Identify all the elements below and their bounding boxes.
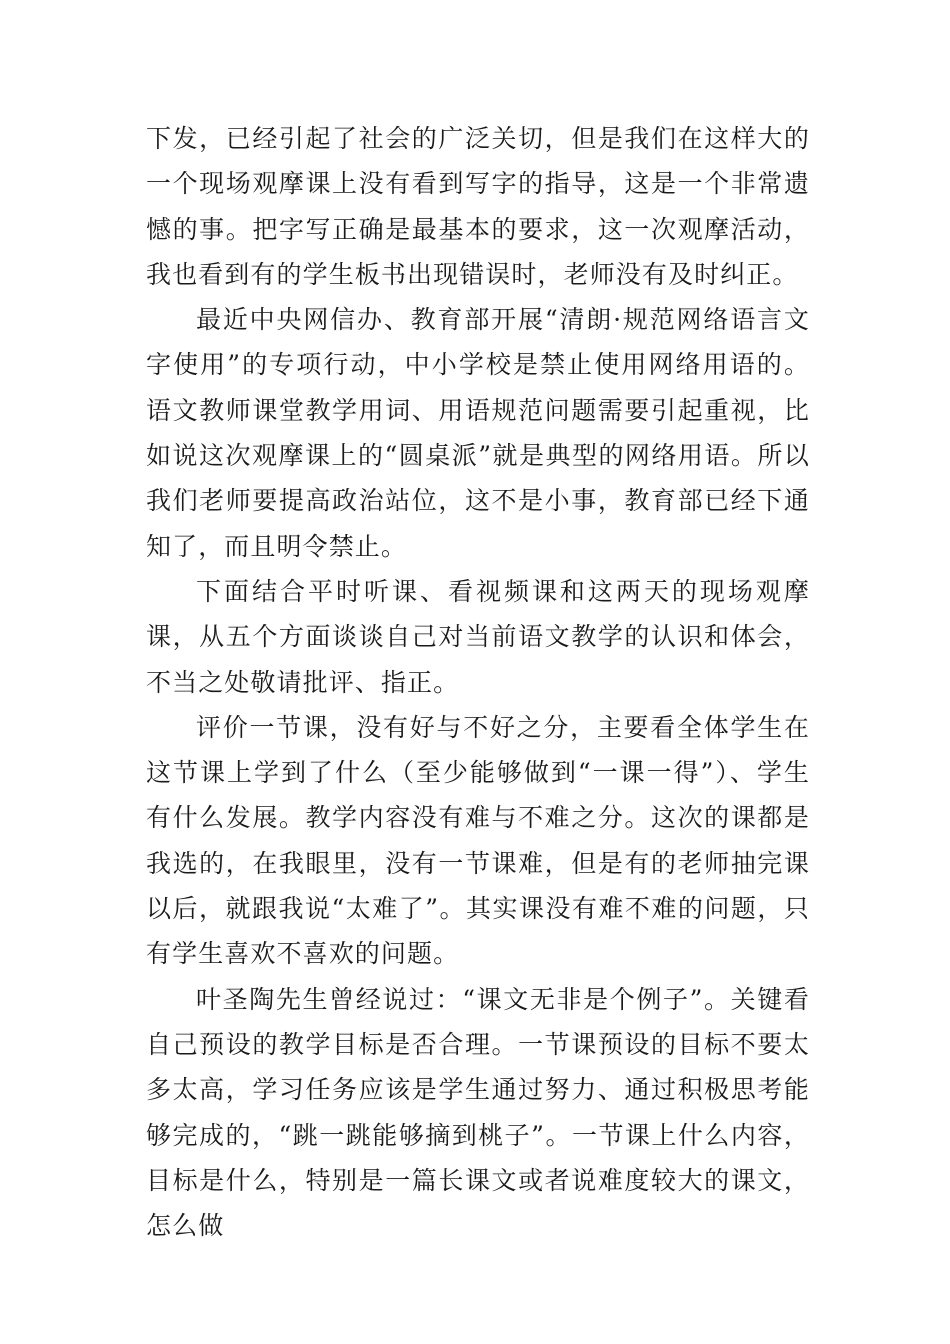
paragraph-3: 下面结合平时听课、看视频课和这两天的现场观摩课，从五个方面谈谈自己对当前语文教学的认识和体会，不当之处敬请批评、指正。 xyxy=(146,576,810,697)
paragraph-4: 评价一节课，没有好与不好之分，主要看全体学生在这节课上学到了什么（至少能够做到“一课一得”）、学生有什么发展。教学内容没有难与不难之分。这次的课都是我选的，在我眼里，没有一节课难，但是有的老师抽完课以后，就跟我说“太难了”。其实课没有难不难的问题，只有学生喜欢不喜欢的问题。 xyxy=(146,712,810,969)
paragraph-5: 叶圣陶先生曾经说过：“课文无非是个例子”。关键看自己预设的教学目标是否合理。一节课预设的目标不要太多太高，学习任务应该是学生通过努力、通过积极思考能够完成的，“跳一跳能够摘到桃子”。一节课上什么内容，目标是什么，特别是一篇长课文或者说难度较大的课文，怎么做 xyxy=(146,984,810,1241)
document-body xyxy=(146,116,810,1248)
paragraph-2: 最近中央网信办、教育部开展“清朗·规范网络语言文字使用”的专项行动，中小学校是禁止使用网络用语的。语文教师课堂教学用词、用语规范问题需要引起重视，比如说这次观摩课上的“圆桌派”就是典型的网络用语。所以我们老师要提高政治站位，这不是小事，教育部已经下通知了，而且明令禁止。 xyxy=(146,305,810,561)
paragraph-1: 下发，已经引起了社会的广泛关切，但是我们在这样大的一个现场观摩课上没有看到写字的指导，这是一个非常遗憾的事。把字写正确是最基本的要求，这一次观摩活动，我也看到有的学生板书出现错误时，老师没有及时纠正。 xyxy=(146,124,810,289)
